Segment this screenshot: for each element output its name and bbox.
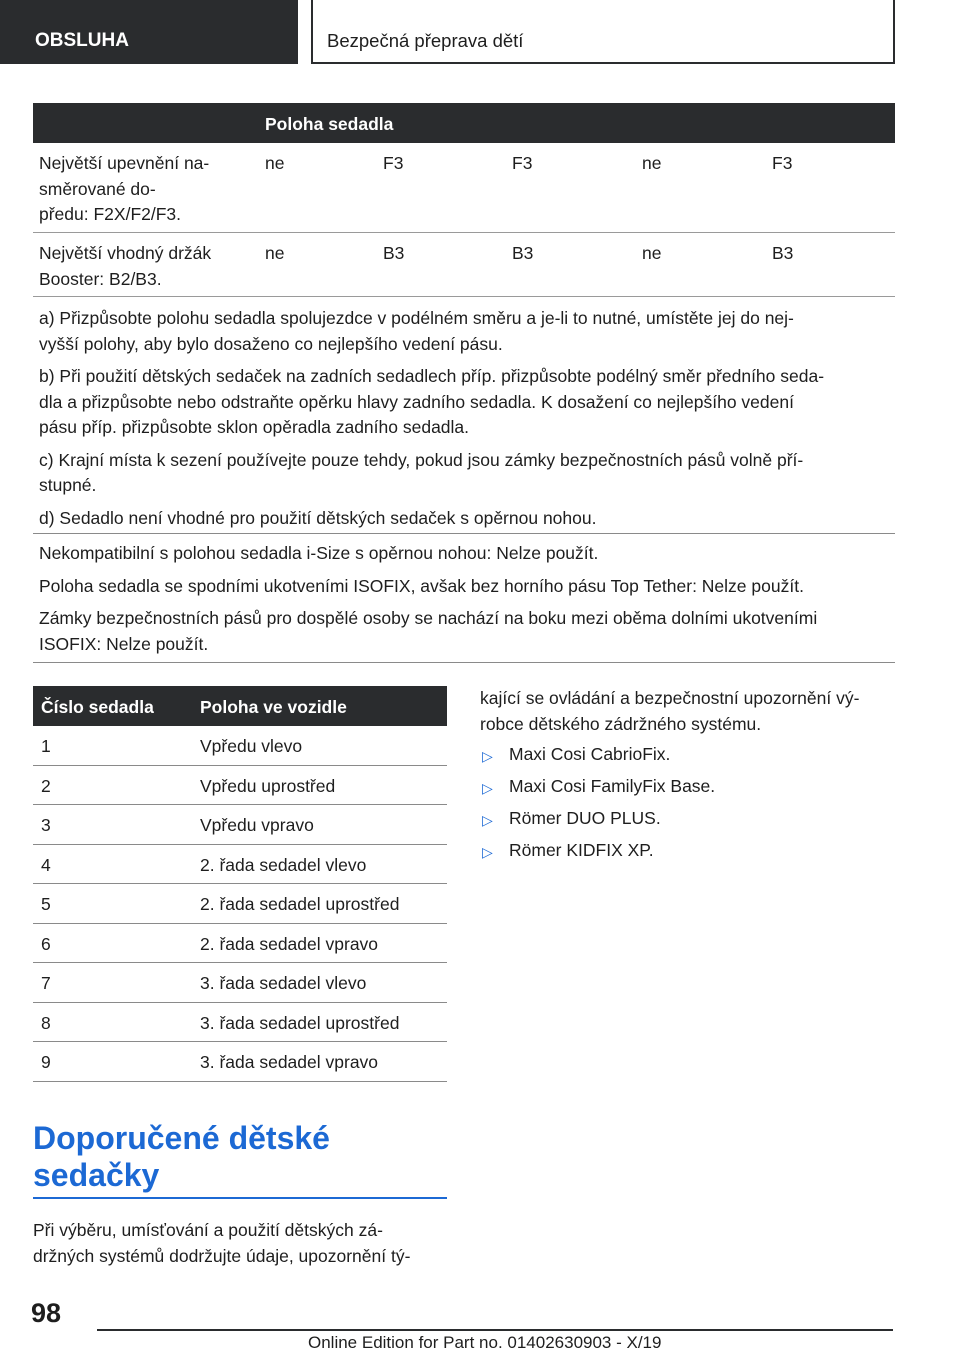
- seat-number: 6: [41, 933, 51, 954]
- footnote: b) Při použití dětských sedaček na zadních sedadlech příp. přizpůsobte podélný směr předního seda- dla a přizpůsobte nebo odstraňte opěrku hlavy zadního sedadla. K dosažení co nejlepšího vedení pásu příp. přizpůsobte sklon opěradla zadního sedadla.: [39, 366, 825, 437]
- table-cell: F3: [512, 153, 533, 173]
- seat-number: 5: [41, 894, 51, 914]
- triangle-bullet-icon: ▷: [482, 780, 493, 796]
- seat-number-table: [33, 686, 447, 1082]
- table-row: [33, 845, 447, 885]
- legend-notes: [33, 541, 895, 664]
- table-cell: ne: [642, 153, 662, 173]
- triangle-bullet-icon: ▷: [482, 844, 493, 860]
- divider: [33, 662, 895, 663]
- heading-underline: [33, 1197, 447, 1199]
- legend-note: Nekompatibilní s polohou sedadla i-Size s opěrnou nohou: Nelze použít.: [39, 543, 599, 563]
- section-label: OBSLUHA: [35, 30, 129, 51]
- seat-number: 9: [41, 1052, 51, 1072]
- seat-position: Vpředu vpravo: [200, 815, 314, 835]
- row-label: Největší upevnění na- směrované do- předu: F2X/F2/F3.: [39, 153, 210, 224]
- list-item-label: Maxi Cosi FamilyFix Base.: [509, 776, 716, 796]
- column-header: Poloha ve vozidle: [200, 697, 347, 717]
- seat-number: 1: [41, 736, 51, 756]
- table-row: [33, 726, 447, 766]
- table-row: [33, 805, 447, 845]
- footnotes: [33, 306, 895, 538]
- list-item: [480, 774, 895, 806]
- seat-number: 3: [41, 815, 51, 835]
- footer-rule: [97, 1329, 893, 1331]
- triangle-bullet-icon: ▷: [482, 812, 493, 828]
- table-row: [33, 1042, 447, 1082]
- seat-number: 7: [41, 973, 51, 993]
- seat-position: 2. řada sedadel uprostřed: [200, 894, 400, 914]
- triangle-bullet-icon: ▷: [482, 748, 493, 764]
- seat-position: 3. řada sedadel uprostřed: [200, 1012, 400, 1033]
- legend-note: Poloha sedadla se spodními ukotveními ISOFIX, avšak bez horního pásu Top Tether: Nelze použít.: [39, 575, 804, 596]
- table-row: [33, 143, 895, 233]
- table-row: [33, 1003, 447, 1043]
- recommended-seat-list: [480, 742, 895, 870]
- table-row: [33, 963, 447, 1003]
- table-cell: B3: [772, 243, 794, 263]
- list-item-label: Maxi Cosi CabrioFix.: [509, 744, 671, 764]
- seat-position: 3. řada sedadel vpravo: [200, 1052, 379, 1072]
- table-cell: F3: [772, 153, 793, 173]
- divider: [33, 533, 895, 534]
- table-header: [33, 686, 447, 726]
- seat-number: 2: [41, 775, 51, 796]
- footnote: a) Přizpůsobte polohu sedadla spolujezdce v podélném směru a je-li to nutné, umístěte jej do nej- vyšší polohy, aby bylo dosaženo co nejlepšího vedení pásu.: [39, 308, 794, 354]
- seat-position: Vpředu vlevo: [200, 736, 303, 756]
- list-item: [480, 806, 895, 838]
- table-cell: ne: [265, 153, 285, 173]
- table-row: [33, 766, 447, 806]
- table-header: [33, 103, 895, 143]
- list-item-label: Römer KIDFIX XP.: [509, 840, 654, 860]
- topic-tab: [311, 0, 895, 64]
- footnote: d) Sedadlo není vhodné pro použití dětských sedaček s opěrnou nohou.: [39, 507, 597, 528]
- seat-position: 2. řada sedadel vlevo: [200, 854, 367, 875]
- table-cell: F3: [383, 153, 404, 173]
- section-tab: [0, 0, 298, 64]
- topic-label: Bezpečná přeprava dětí: [327, 30, 524, 51]
- seat-position-table: [33, 103, 895, 297]
- page-number: 98: [31, 1298, 62, 1328]
- table-row: [33, 884, 447, 924]
- seat-position: 2. řada sedadel vpravo: [200, 933, 379, 954]
- table-header-label: Poloha sedadla: [265, 114, 394, 134]
- table-cell: B3: [383, 243, 405, 263]
- seat-number: 4: [41, 854, 51, 875]
- footnote: c) Krajní místa k sezení používejte pouze tehdy, pokud jsou zámky bezpečnostních pásů volně pří- stupné.: [39, 449, 804, 495]
- seat-number: 8: [41, 1012, 51, 1033]
- seat-position: 3. řada sedadel vlevo: [200, 973, 367, 993]
- continuation-text: kající se ovládání a bezpečnostní upozornění vý- robce dětského zádržného systému.: [480, 688, 860, 734]
- table-cell: ne: [265, 243, 285, 263]
- column-header: Číslo sedadla: [41, 697, 154, 717]
- table-row: [33, 924, 447, 964]
- edition-footer: Online Edition for Part no. 01402630903 - X/19: [308, 1333, 662, 1352]
- table-cell: ne: [642, 243, 662, 263]
- row-label: Největší vhodný držák Booster: B2/B3.: [39, 243, 212, 289]
- legend-note: Zámky bezpečnostních pásů pro dospělé osoby se nachází na boku mezi oběma dolními ukotveními ISOFIX: Nelze použít.: [39, 608, 818, 654]
- section-heading: Doporučené dětské sedačky: [33, 1120, 330, 1193]
- table-row: [33, 233, 895, 297]
- seat-position: Vpředu uprostřed: [200, 775, 336, 796]
- list-item-label: Römer DUO PLUS.: [509, 808, 661, 828]
- list-item: [480, 742, 895, 774]
- section-body: Při výběru, umísťování a použití dětských zá- držných systémů dodržujte údaje, upozornění tý-: [33, 1220, 411, 1266]
- list-item: [480, 838, 895, 870]
- table-cell: B3: [512, 243, 534, 263]
